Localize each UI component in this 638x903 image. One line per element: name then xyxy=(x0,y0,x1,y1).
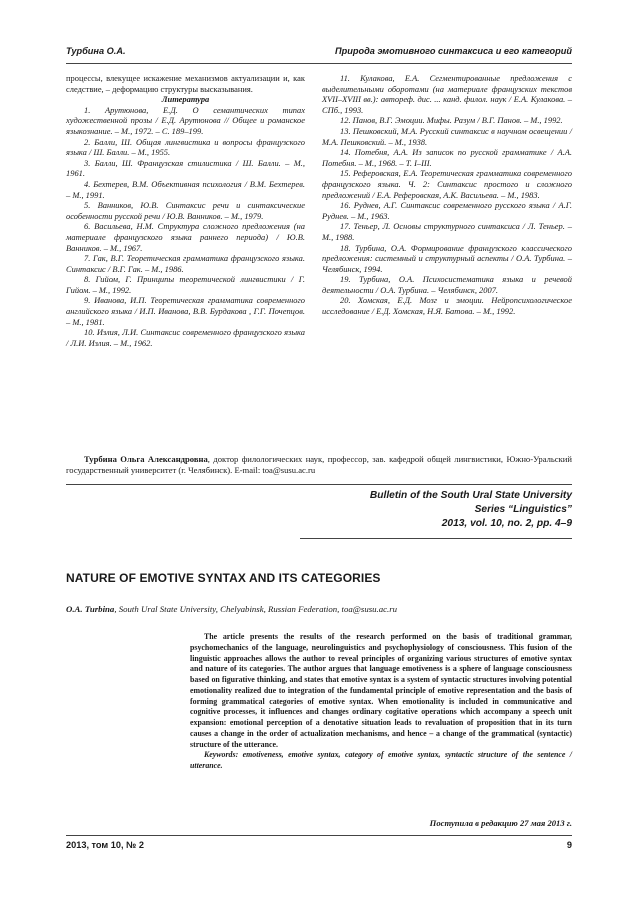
section-rule xyxy=(66,484,572,485)
reference-item: 9. Иванова, И.П. Теоретическая грамматика современного английского языка / И.П. Иванова, В.В. Бурдакова , Г.Г. Почепцов. – М., 1981. xyxy=(66,295,305,327)
right-column xyxy=(322,73,572,317)
reference-item: 1. Арутюнова, Е.Д. О семантических типах художественной прозы / Е.Д. Арутюнова // Общее и романское языкознание. – М., 1972. – С. 189–199. xyxy=(66,104,305,136)
english-author-name: O.A. Turbina xyxy=(66,604,115,614)
bulletin-volume: 2013, vol. 10, no. 2, pp. 4–9 xyxy=(441,518,572,529)
left-column xyxy=(66,73,305,348)
footer-rule xyxy=(66,835,572,836)
bulletin-citation xyxy=(290,489,572,531)
reference-list-right xyxy=(322,73,572,317)
reference-item: 11. Кулакова, Е.А. Сегментированные предложения с выделительными оборотами (на материале французских текстов XVII–XVIII вв.): автореф. дис. ... канд. филол. наук / Е.А. Кулакова. – СПб., 1993. xyxy=(322,73,572,115)
reference-item: 19. Турбина, О.А. Психосистематика языка и речевой деятельности / О.А. Турбина. – Челябинск, 2007. xyxy=(322,274,572,295)
received-date: Поступила в редакцию 27 мая 2013 г. xyxy=(429,818,572,828)
reference-item: 13. Пешковский, М.А. Русский синтаксис в научном освещении / М.А. Пешковский. – М., 1938. xyxy=(322,125,572,147)
english-abstract xyxy=(190,632,572,772)
reference-item: 7. Гак, В.Г. Теоретическая грамматика французского языка. Синтаксис / В.Г. Гак. – М., 1986. xyxy=(66,253,305,274)
reference-item: 18. Турбина, О.А. Формирование французского классического предложения: системный и структурный аспекты / О.А. Турбина. – Челябинск, 1994. xyxy=(322,242,572,274)
reference-item: 10. Излия, Л.И. Синтаксис современного французского языка / Л.И. Излия. – М., 1962. xyxy=(66,327,305,348)
reference-item: 8. Гийом, Г. Принципы теоретической лингвистики / Г. Гийом. – М., 1992. xyxy=(66,274,305,295)
header-rule xyxy=(66,63,572,64)
abstract-text: The article presents the results of the research performed on the basis of traditional grammar, psychomechanics of the language, neurolinguistics and psychophysiology of consciousness. This fusion of the linguistic approaches allows the author to reveal principles of organizing various structures of emotive syntax and nature of its categories. The author argues that language emotiveness is a sphere of language consciousness based on figurative thinking, and states that emotive syntax is a system of syntactic structures involving potential emotionality realized due to integration of the fundamental principle of emotive representation and the basis of forming grammatical categories of emotive syntax. When emotionality is included in communicative and cognitive processes, it influences and changes ordinary cogitative operations which accompany a speech unit expansion: emotional perception of a denotative situation leads to revaluation of proposition that in its turn causes a change in the order of actualization mechanisms, and hence – a change of the grammatical (syntactic) structure of the utterance. xyxy=(190,632,572,749)
body-intro: процессы, влекущее искажение механизмов актуализации и, как следствие, – деформацию структуры высказывания. xyxy=(66,73,305,94)
page-number: 9 xyxy=(566,840,572,850)
reference-item: 15. Реферовская, Е.А. Теоретическая грамматика современного французского языка. Ч. 2: Синтаксис простого и сложного предложений / Е.А. Реферовская, А.К. Васильева. – М., 1983. xyxy=(322,168,572,200)
bulletin-journal: Bulletin of the South Ural State University xyxy=(369,490,572,501)
running-header xyxy=(66,46,572,60)
reference-item: 4. Бехтерев, В.М. Объективная психология / В.М. Бехтерев. – М., 1991. xyxy=(66,178,305,200)
reference-item: 5. Ванников, Ю.В. Синтаксис речи и синтаксические особенности русской речи / Ю.В. Ванников. – М., 1979. xyxy=(66,200,305,221)
english-title: NATURE OF EMOTIVE SYNTAX AND ITS CATEGORIES xyxy=(66,571,381,585)
header-author: Турбина О.А. xyxy=(66,46,126,56)
reference-item: 20. Хомская, Е.Д. Мозг и эмоции. Нейропсихологическое исследование / Е.Д. Хомская, Н.Я. Батова. – М., 1992. xyxy=(322,295,572,317)
bulletin-rule xyxy=(300,538,572,539)
author-info-name: Турбина Ольга Александровна xyxy=(84,454,208,464)
reference-item: 12. Панов, В.Г. Эмоции. Мифы. Разум / В.Г. Панов. – М., 1992. xyxy=(340,115,563,126)
reference-item: 3. Балли, Ш. Французская стилистика / Ш. Балли. – М., 1961. xyxy=(66,157,305,179)
reference-item: 16. Руднев, А.Г. Синтаксис современного русского языка / А.Г. Руднев. – М., 1963. xyxy=(322,200,572,221)
footer-issue: 2013, том 10, № 2 xyxy=(66,840,144,850)
reference-item: 14. Потебня, А.А. Из записок по русской грамматике / А.А. Потебня. – М., 1968. – Т. I–III. xyxy=(322,147,572,168)
english-author-line xyxy=(66,604,586,614)
author-info xyxy=(66,454,572,476)
reference-list-left xyxy=(66,105,305,349)
english-affiliation: , South Ural State University, Chelyabinsk, Russian Federation, toa@susu.ac.ru xyxy=(114,604,398,614)
bulletin-series: Series “Linguistics” xyxy=(474,504,572,515)
literature-title: Литература xyxy=(161,94,210,105)
reference-item: 17. Теньер, Л. Основы структурного синтаксиса / Л. Теньер. – М., 1988. xyxy=(322,221,572,242)
reference-item: 2. Балли, Ш. Общая лингвистика и вопросы французского языка / Ш. Балли. – М., 1955. xyxy=(66,136,305,158)
page-footer xyxy=(66,840,572,854)
abstract-keywords: Keywords: emotiveness, emotive syntax, category of emotive syntax, syntactic structure of the sentence / utterance. xyxy=(190,750,572,770)
header-article-title: Природа эмотивного синтаксиса и его категорий xyxy=(335,46,572,56)
author-info-details: , доктор филологических наук, профессор, зав. кафедрой общей лингвистики, Южно-Уральский государственный университет (г. Челябинск). E-mail: toa@susu.ac.ru xyxy=(66,454,572,475)
reference-item: 6. Васильева, Н.М. Структура сложного предложения (на материале французского языка раннего периода) / Ю.В. Ванников. – М., 1967. xyxy=(66,221,305,253)
